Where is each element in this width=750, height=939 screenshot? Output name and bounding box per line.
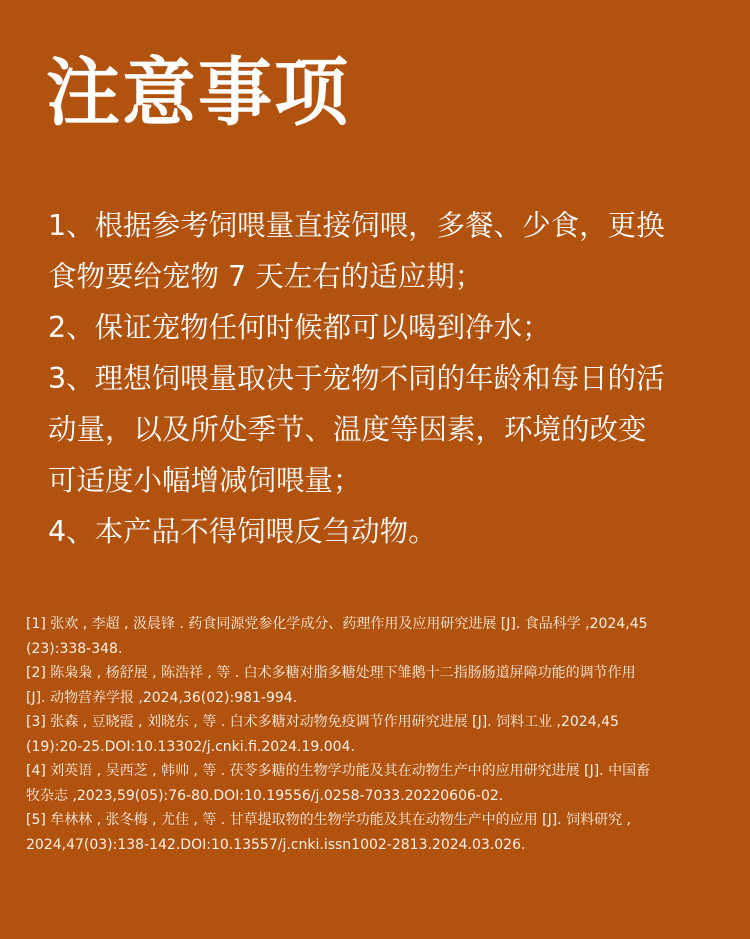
- note-4-line-1: 4、本产品不得饲喂反刍动物。: [48, 515, 437, 548]
- reference-4-line-2: 牧杂志 ,2023,59(05):76-80.DOI:10.19556/j.0258-7033.20220606-02.: [26, 787, 504, 804]
- reference-3-line-1: [3] 张森 , 豆晓霞 , 刘晓东 , 等 . 白术多糖对动物免疫调节作用研究进展 [J]. 饲料工业 ,2024,45: [26, 714, 619, 730]
- reference-2-line-2: [J]. 动物营养学报 ,2024,36(02):981-994.: [26, 689, 298, 706]
- note-3-line-1: 3、理想饲喂量取决于宠物不同的年龄和每日的活: [48, 362, 665, 395]
- note-3-line-3: 可适度小幅增减饲喂量；: [48, 464, 362, 497]
- note-1-line-1: 1、根据参考饲喂量直接饲喂，多餐、少食，更换: [48, 209, 665, 242]
- note-item-3: [48, 353, 708, 506]
- reference-item-5: [26, 808, 726, 857]
- note-3-line-2: 动量，以及所处季节、温度等因素，环境的改变: [48, 413, 647, 446]
- reference-1-line-1: [1] 张欢 , 李超 , 汲晨锋 . 药食同源党参化学成分、药理作用及应用研究进展 [J]. 食品科学 ,2024,45: [26, 616, 648, 632]
- note-2-line-1: 2、保证宠物任何时候都可以喝到净水；: [48, 311, 551, 344]
- reference-item-1: [26, 612, 726, 661]
- note-1-line-2: 食物要给宠物 7 天左右的适应期；: [48, 260, 484, 293]
- reference-item-2: [26, 661, 726, 710]
- references-list: [26, 612, 726, 857]
- reference-2-line-1: [2] 陈枭枭 , 杨舒展 , 陈浩祥 , 等 . 白术多糖对脂多糖处理下雏鹅十二指肠肠道屏障功能的调节作用: [26, 665, 636, 681]
- reference-5-line-1: [5] 牟林林 , 张冬梅 , 尤佳 , 等 . 甘草提取物的生物学功能及其在动物生产中的应用 [J]. 饲料研究 ,: [26, 812, 631, 828]
- page-title: 注意事项: [46, 50, 350, 136]
- reference-item-4: [26, 759, 726, 808]
- reference-3-line-2: (19):20-25.DOI:10.13302/j.cnki.fi.2024.19.004.: [26, 738, 355, 755]
- note-item-2: [48, 302, 708, 353]
- reference-1-line-2: (23):338-348.: [26, 640, 123, 657]
- note-item-4: [48, 506, 708, 557]
- note-item-1: [48, 200, 708, 302]
- reference-item-3: [26, 710, 726, 759]
- notes-list: [48, 200, 708, 557]
- reference-4-line-1: [4] 刘英语 , 吴西芝 , 韩帅 , 等 . 茯苓多糖的生物学功能及其在动物生产中的应用研究进展 [J]. 中国畜: [26, 763, 651, 779]
- reference-5-line-2: 2024,47(03):138-142.DOI:10.13557/j.cnki.issn1002-2813.2024.03.026.: [26, 836, 526, 853]
